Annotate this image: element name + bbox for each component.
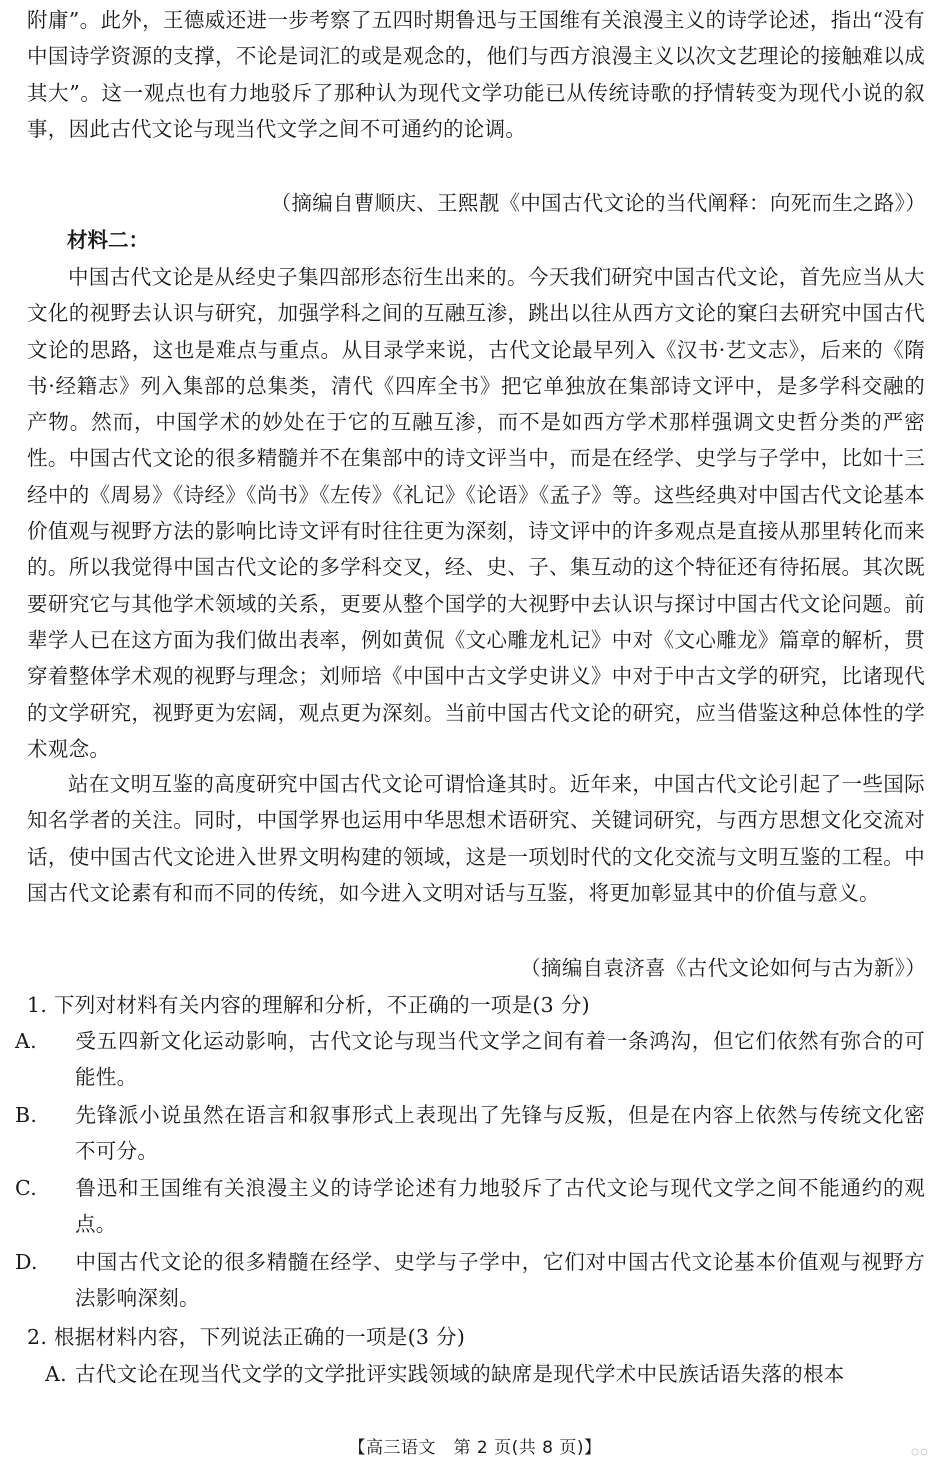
option-letter: B. xyxy=(15,1103,38,1127)
corner-watermark-icon xyxy=(910,1446,932,1458)
option-text: 先锋派小说虽然在语言和叙事形式上表现出了先锋与反叛，但是在内容上依然与传统文化密不可分。 xyxy=(75,1103,925,1164)
option-text: 受五四新文化运动影响，古代文论与现当代文学之间有着一条鸿沟，但它们依然有弥合的可能性。 xyxy=(75,1029,925,1090)
question-1-stem: 1. 下列对材料有关内容的理解和分析，不正确的一项是(3 分) xyxy=(27,993,590,1017)
question-2-stem: 2. 根据材料内容，下列说法正确的一项是(3 分) xyxy=(27,1325,466,1349)
option-letter: C. xyxy=(15,1176,38,1200)
material2-source: （摘编自袁济喜《古代文论如何与古为新》） xyxy=(520,956,926,980)
option-text: 古代文论在现当代文学的文学批评实践领域的缺席是现代学术中民族话语失落的根本 xyxy=(75,1362,845,1386)
page-footer: 【高三语文 第 2 页(共 8 页)】 xyxy=(348,1438,602,1458)
question-1-option-b xyxy=(15,1097,925,1170)
option-letter: D. xyxy=(15,1250,38,1274)
material2-heading: 材料二： xyxy=(67,228,149,252)
option-letter: A. xyxy=(15,1029,37,1053)
material1-source: （摘编自曹顺庆、王熙靓《中国古代文论的当代阐释：向死而生之路》） xyxy=(270,191,926,215)
material1-tail-paragraph: 附庸”。此外，王德威还进一步考察了五四时期鲁迅与王国维有关浪漫主义的诗学论述，指出“没有中国诗学资源的支撑，不论是词汇的或是观念的，他们与西方浪漫主义以次文艺理论的接触难以成其大”。这一观点也有力地驳斥了那种认为现代文学功能已从传统诗歌的抒情转变为现代小说的叙事，因此古代文论与现当代文学之间不可通约的论调。 xyxy=(27,8,925,141)
material2-paragraph-2: 站在文明互鉴的高度研究中国古代文论可谓恰逢其时。近年来，中国古代文论引起了一些国际知名学者的关注。同时，中国学界也运用中华思想术语研究、关键词研究，与西方思想文化交流对话，使中国古代文论进入世界文明构建的领域，这是一项划时代的文化交流与文明互鉴的工程。中国古代文论素有和而不同的传统，如今进入文明对话与互鉴，将更加彰显其中的价值与意义。 xyxy=(27,772,925,905)
option-letter: A. xyxy=(45,1362,67,1386)
question-1-option-d xyxy=(15,1244,925,1317)
question-1-option-c xyxy=(15,1170,925,1243)
option-text: 中国古代文论的很多精髓在经学、史学与子学中，它们对中国古代文论基本价值观与视野方法影响深刻。 xyxy=(75,1250,925,1311)
question-2-option-a xyxy=(45,1356,925,1392)
question-1-option-a xyxy=(15,1023,925,1096)
material2-paragraph-1: 中国古代文论是从经史子集四部形态衍生出来的。今天我们研究中国古代文论，首先应当从大文化的视野去认识与研究，加强学科之间的互融互渗，跳出以往从西方文论的窠臼去研究中国古代文论的思路，这也是难点与重点。从目录学来说，古代文论最早列入《汉书·艺文志》，后来的《隋书·经籍志》列入集部的总集类，清代《四库全书》把它单独放在集部诗文评中，是多学科交融的产物。然而，中国学术的妙处在于它的互融互渗，而不是如西方学术那样强调文史哲分类的严密性。中国古代文论的很多精髓并不在集部中的诗文评当中，而是在经学、史学与子学中，比如十三经中的《周易》《诗经》《尚书》《左传》《礼记》《论语》《孟子》等。这些经典对中国古代文论基本价值观与视野方法的影响比诗文评有时往往更为深刻，诗文评中的许多观点是直接从那里转化而来的。所以我觉得中国古代文论的多学科交叉，经、史、子、集互动的这个特征还有待拓展。其次既要研究它与其他学术领域的关系，更要从整个国学的大视野中去认识与探讨中国古代文论问题。前辈学人已在这方面为我们做出表率，例如黄侃《文心雕龙札记》中对《文心雕龙》篇章的解析，贯穿着整体学术观的视野与理念；刘师培《中国中古文学史讲义》中对于中古文学的研究，比诸现代的文学研究，视野更为宏阔，观点更为深刻。当前中国古代文论的研究，应当借鉴这种总体性的学术观念。 xyxy=(27,265,925,761)
option-text: 鲁迅和王国维有关浪漫主义的诗学论述有力地驳斥了古代文论与现代文学之间不能通约的观点。 xyxy=(75,1176,925,1237)
